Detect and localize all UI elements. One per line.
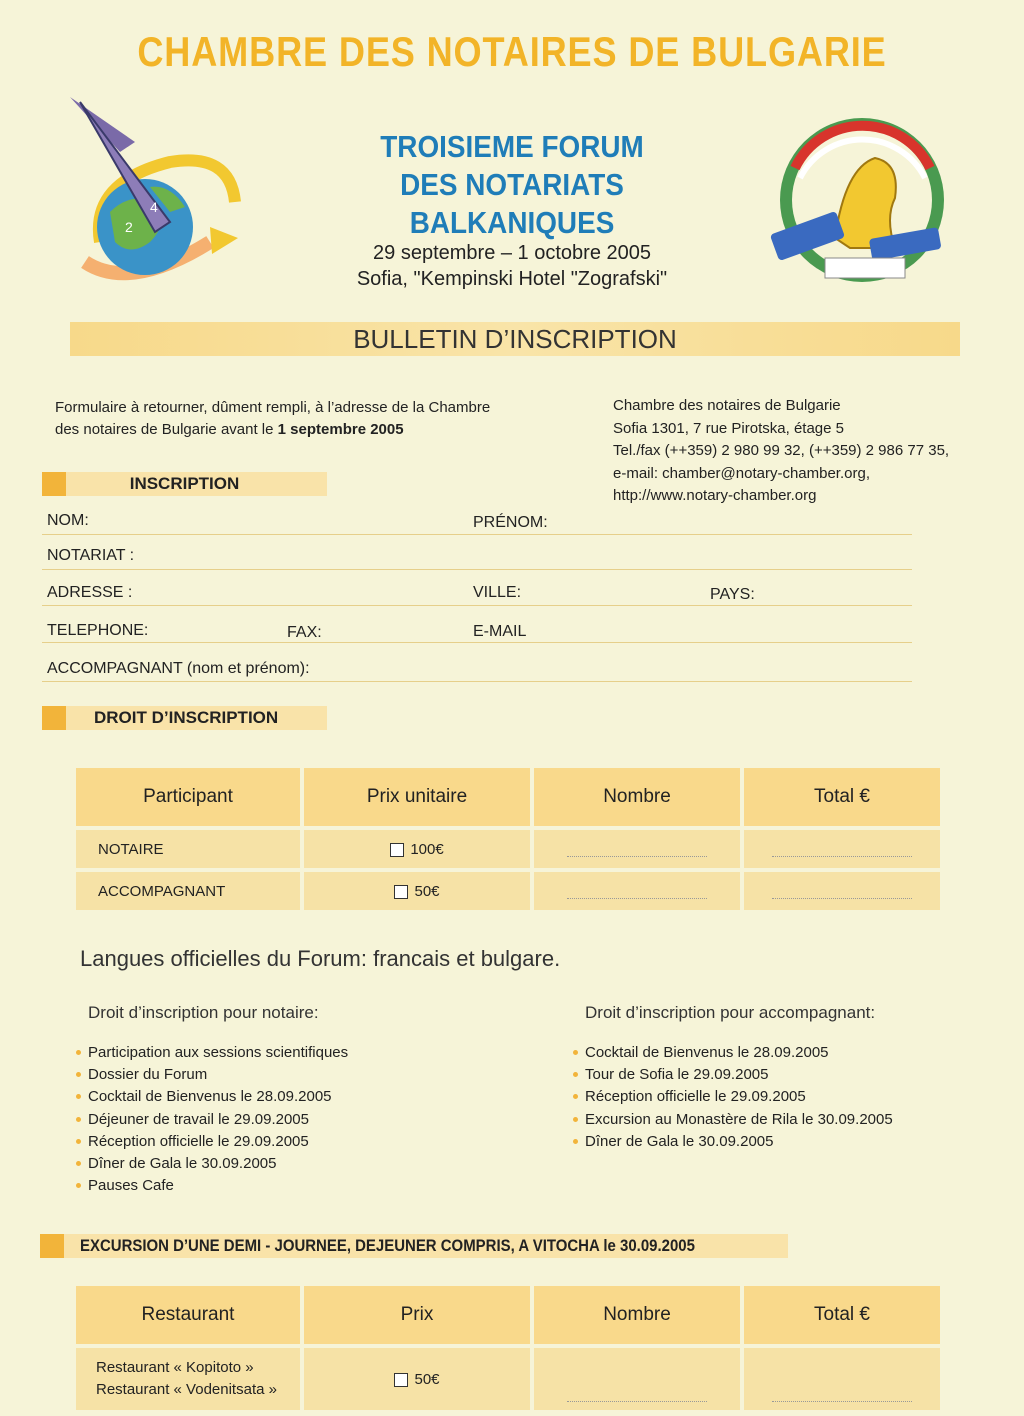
notariat-line bbox=[42, 569, 912, 570]
adresse-line bbox=[42, 605, 912, 606]
nom-field[interactable] bbox=[92, 514, 462, 534]
accompagnant-field[interactable] bbox=[305, 660, 910, 680]
nombre-dotted-line bbox=[567, 1387, 707, 1402]
ville-field[interactable] bbox=[525, 584, 705, 604]
table-row bbox=[76, 872, 940, 910]
accompagnant-line bbox=[42, 681, 912, 682]
excursion-title bbox=[80, 1234, 695, 1258]
accompagnant-benefits-list bbox=[571, 1042, 991, 1153]
intro-line1: Formulaire à retourner, dûment rempli, à l’adresse de la Chambre bbox=[55, 399, 491, 416]
header-participant: Participant bbox=[76, 768, 300, 826]
prenom-field[interactable] bbox=[545, 514, 910, 534]
notariat-field[interactable] bbox=[140, 548, 910, 568]
forum-title-line2: DES NOTARIATS BALKANIQUES bbox=[400, 167, 624, 240]
restaurant-vodenitsata: Restaurant « Vodenitsata » bbox=[96, 1381, 277, 1398]
forum-title bbox=[321, 128, 703, 242]
nombre-dotted-line bbox=[567, 884, 707, 899]
list-item: Réception officielle le 29.09.2005 bbox=[571, 1086, 991, 1108]
address-line4: e-mail: chamber@notary-chamber.org, bbox=[613, 464, 870, 482]
list-item: Réception officielle le 29.09.2005 bbox=[74, 1131, 494, 1153]
inscription-title: INSCRIPTION bbox=[129, 474, 240, 493]
address-line1: Chambre des notaires de Bulgarie bbox=[613, 397, 841, 414]
list-item: Dîner de Gala le 30.09.2005 bbox=[571, 1131, 991, 1153]
total-cell[interactable] bbox=[744, 830, 940, 868]
nombre-cell[interactable] bbox=[534, 1348, 740, 1410]
excursion-header-row bbox=[76, 1286, 940, 1344]
notariat-label: NOTARIAT : bbox=[47, 547, 135, 564]
header-total: Total € bbox=[744, 1286, 940, 1344]
adresse-field[interactable] bbox=[130, 584, 460, 604]
bulletin-title: BULLETIN D’INSCRIPTION bbox=[70, 322, 960, 356]
excursion-section-bar bbox=[40, 1234, 788, 1258]
list-item: Cocktail de Bienvenus le 28.09.2005 bbox=[571, 1042, 991, 1064]
fax-field[interactable] bbox=[325, 622, 465, 642]
intro-text bbox=[55, 397, 525, 441]
excursion-date: le 30.09.2005 bbox=[603, 1236, 695, 1255]
fax-label: FAX: bbox=[287, 624, 322, 641]
participant-cell: NOTAIRE bbox=[76, 830, 300, 868]
nombre-cell[interactable] bbox=[534, 830, 740, 868]
droit-title: DROIT D’INSCRIPTION bbox=[94, 708, 279, 727]
nombre-dotted-line bbox=[567, 842, 707, 857]
telephone-line bbox=[42, 642, 912, 643]
notary-chamber-lion-emblem-icon bbox=[765, 108, 960, 298]
pays-label: PAYS: bbox=[710, 586, 755, 603]
restaurant-cell bbox=[76, 1348, 300, 1410]
price-cell bbox=[304, 872, 530, 910]
pays-field[interactable] bbox=[760, 584, 910, 604]
accompagnant-checkbox[interactable] bbox=[394, 885, 408, 899]
notaire-column-title: Droit d’inscription pour notaire: bbox=[88, 1003, 319, 1022]
excursion-table bbox=[72, 1282, 944, 1414]
header-prix-unitaire: Prix unitaire bbox=[304, 768, 530, 826]
forum-title-line1: TROISIEME FORUM bbox=[380, 129, 644, 164]
price-value: 50€ bbox=[414, 882, 440, 900]
nom-label: NOM: bbox=[47, 512, 89, 529]
accompagnant-column-title: Droit d’inscription pour accompagnant: bbox=[585, 1003, 876, 1022]
event-dates bbox=[300, 240, 724, 292]
fees-table bbox=[72, 764, 944, 914]
telephone-field[interactable] bbox=[145, 622, 280, 642]
list-item: Déjeuner de travail le 29.09.2005 bbox=[74, 1109, 494, 1131]
restaurant-kopitoto: Restaurant « Kopitoto » bbox=[96, 1359, 254, 1376]
list-item: Dîner de Gala le 30.09.2005 bbox=[74, 1153, 494, 1175]
list-item: Tour de Sofia le 29.09.2005 bbox=[571, 1064, 991, 1086]
list-item: Excursion au Monastère de Rila le 30.09.2005 bbox=[571, 1109, 991, 1131]
list-item: Dossier du Forum bbox=[74, 1064, 494, 1086]
table-row bbox=[76, 1348, 940, 1410]
header-nombre: Nombre bbox=[534, 768, 740, 826]
official-languages: Langues officielles du Forum: francais et bulgare. bbox=[80, 946, 561, 971]
venue-line: Sofia, "Kempinski Hotel "Zografski" bbox=[356, 268, 668, 290]
adresse-label: ADRESSE : bbox=[47, 584, 133, 601]
list-item: Cocktail de Bienvenus le 28.09.2005 bbox=[74, 1086, 494, 1108]
price-value: 100€ bbox=[410, 840, 444, 858]
price-cell bbox=[304, 830, 530, 868]
prenom-label: PRÉNOM: bbox=[473, 514, 548, 531]
header-restaurant: Restaurant bbox=[76, 1286, 300, 1344]
price-value: 50€ bbox=[414, 1370, 440, 1388]
intro-line2-prefix: des notaires de Bulgarie avant le bbox=[55, 421, 278, 438]
price-cell bbox=[304, 1348, 530, 1410]
total-dotted-line bbox=[772, 884, 912, 899]
excursion-title-main: EXCURSION D’UNE DEMI - JOURNEE, DEJEUNER COMPRIS, A VITOCHA bbox=[80, 1236, 604, 1255]
list-item: Pauses Cafe bbox=[74, 1175, 494, 1197]
ville-label: VILLE: bbox=[473, 584, 522, 601]
email-label: E-MAIL bbox=[473, 623, 527, 640]
header-total: Total € bbox=[744, 768, 940, 826]
svg-text:4: 4 bbox=[150, 199, 158, 215]
accompagnant-label: ACCOMPAGNANT (nom et prénom): bbox=[47, 660, 310, 677]
droit-section-bar bbox=[42, 706, 327, 730]
inscription-section-bar bbox=[42, 472, 327, 496]
email-field[interactable] bbox=[525, 622, 910, 642]
list-item: Participation aux sessions scientifiques bbox=[74, 1042, 494, 1064]
header-prix: Prix bbox=[304, 1286, 530, 1344]
address-line3: Tel./fax (++359) 2 980 99 32, (++359) 2 986 77 35, bbox=[613, 442, 950, 459]
nom-line bbox=[42, 534, 912, 535]
notaire-checkbox[interactable] bbox=[390, 843, 404, 857]
notaire-benefits-list bbox=[74, 1042, 494, 1197]
address-line5: http://www.notary-chamber.org bbox=[613, 487, 817, 504]
table-row bbox=[76, 830, 940, 868]
chamber-address bbox=[613, 395, 1013, 508]
total-dotted-line bbox=[772, 842, 912, 857]
date-line: 29 septembre – 1 octobre 2005 bbox=[373, 242, 651, 264]
total-dotted-line bbox=[772, 1387, 912, 1402]
organization-title: CHAMBRE DES NOTAIRES DE BULGARIE bbox=[137, 28, 887, 75]
total-cell[interactable] bbox=[744, 1348, 940, 1410]
fees-header-row bbox=[76, 768, 940, 826]
nombre-cell[interactable] bbox=[534, 872, 740, 910]
address-line2: Sofia 1301, 7 rue Pirotska, étage 5 bbox=[613, 419, 844, 437]
svg-text:2: 2 bbox=[125, 219, 133, 235]
excursion-checkbox[interactable] bbox=[394, 1373, 408, 1387]
forum-globe-logo-icon bbox=[60, 92, 250, 302]
telephone-label: TELEPHONE: bbox=[47, 622, 149, 639]
header-nombre: Nombre bbox=[534, 1286, 740, 1344]
participant-cell: ACCOMPAGNANT bbox=[76, 872, 300, 910]
intro-line2 bbox=[55, 419, 525, 441]
total-cell[interactable] bbox=[744, 872, 940, 910]
intro-deadline: 1 septembre 2005 bbox=[277, 421, 404, 438]
section-marker bbox=[42, 706, 66, 730]
section-marker bbox=[40, 1234, 64, 1258]
